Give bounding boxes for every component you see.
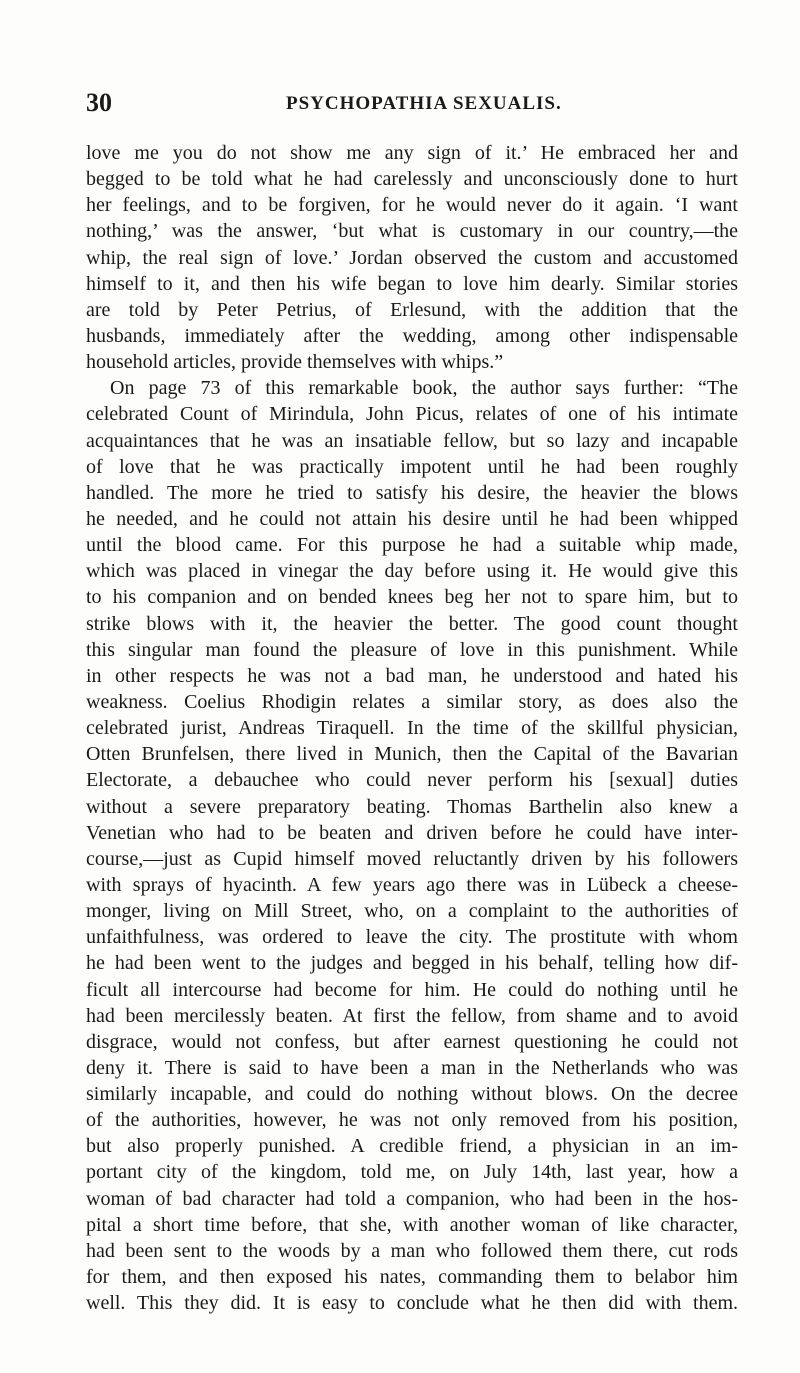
text-line: of love that he was practically impotent until he had been roughly <box>86 455 738 478</box>
text-line: with sprays of hyacinth. A few years ago there was in Lübeck a cheese- <box>86 873 738 896</box>
text-line: strike blows with it, the heavier the better. The good count thought <box>86 612 738 635</box>
running-title: PSYCHOPATHIA SEXUALIS. <box>286 93 562 114</box>
text-line: her feelings, and to be forgiven, for he would never do it again. ‘I want <box>86 194 738 217</box>
text-line: had been sent to the woods by a man who followed them there, cut rods <box>86 1239 738 1262</box>
text-line: nothing,’ was the answer, ‘but what is customary in our country,—the <box>86 220 738 243</box>
text-line: but also properly punished. A credible friend, a physician in an im- <box>86 1135 738 1158</box>
text-line: woman of bad character had told a companion, who had been in the hos- <box>86 1187 738 1210</box>
text-line: similarly incapable, and could do nothing without blows. On the decree <box>86 1083 738 1106</box>
text-line: until the blood came. For this purpose he had a suitable whip made, <box>86 534 738 557</box>
text-line: to his companion and on bended knees beg her not to spare him, but to <box>86 586 738 609</box>
text-line: On page 73 of this remarkable book, the author says further: “The <box>110 377 738 400</box>
text-line: Venetian who had to be beaten and driven before he could have inter- <box>86 821 738 844</box>
text-line: Electorate, a debauchee who could never perform his [sexual] duties <box>86 769 738 792</box>
text-line: without a severe preparatory beating. Thomas Barthelin also knew a <box>86 795 738 818</box>
text-line: household articles, provide themselves with whips.” <box>86 351 504 374</box>
text-line: unfaithfulness, was ordered to leave the city. The prostitute with whom <box>86 926 738 949</box>
text-line: celebrated jurist, Andreas Tiraquell. In the time of the skillful physician, <box>86 717 738 740</box>
text-line: handled. The more he tried to satisfy his desire, the heavier the blows <box>86 481 738 504</box>
text-line: pital a short time before, that she, with another woman of like character, <box>86 1213 738 1236</box>
text-line: in other respects he was not a bad man, he understood and hated his <box>86 664 738 687</box>
text-line: husbands, immediately after the wedding, among other indispensable <box>86 324 738 347</box>
text-line: for them, and then exposed his nates, commanding them to belabor him <box>86 1266 738 1289</box>
text-line: acquaintances that he was an insatiable fellow, but so lazy and incapable <box>86 429 738 452</box>
text-line: of the authorities, however, he was not only removed from his position, <box>86 1109 738 1132</box>
text-line: monger, living on Mill Street, who, on a complaint to the authorities of <box>86 900 738 923</box>
page-header <box>86 88 738 118</box>
text-line: celebrated Count of Mirindula, John Picus, relates of one of his intimate <box>86 403 738 426</box>
text-line: he needed, and he could not attain his desire until he had been whipped <box>86 507 738 530</box>
text-line: himself to it, and then his wife began to love him dearly. Similar stories <box>86 272 738 295</box>
text-line: whip, the real sign of love.’ Jordan observed the custom and accustomed <box>86 246 738 269</box>
text-line: disgrace, would not confess, but after earnest questioning he could not <box>86 1030 738 1053</box>
text-line: had been mercilessly beaten. At first the fellow, from shame and to avoid <box>86 1004 738 1027</box>
text-line: deny it. There is said to have been a man in the Netherlands who was <box>86 1056 738 1079</box>
text-line: ficult all intercourse had become for him. He could do nothing until he <box>86 978 738 1001</box>
text-line: he had been went to the judges and begged in his behalf, telling how dif- <box>86 952 738 975</box>
text-line: course,—just as Cupid himself moved reluctantly driven by his followers <box>86 847 738 870</box>
text-line: this singular man found the pleasure of love in this punishment. While <box>86 638 738 661</box>
text-line: love me you do not show me any sign of it.’ He embraced her and <box>86 142 738 164</box>
page-number: 30 <box>86 88 112 117</box>
text-line: well. This they did. It is easy to conclude what he then did with them. <box>86 1292 738 1315</box>
text-line: are told by Peter Petrius, of Erlesund, with the addition that the <box>86 298 738 321</box>
text-line: begged to be told what he had carelessly and unconsciously done to hurt <box>86 168 738 191</box>
text-line: which was placed in vinegar the day before using it. He would give this <box>86 560 738 583</box>
body-text <box>86 140 738 1316</box>
text-line: weakness. Coelius Rhodigin relates a similar story, as does also the <box>86 690 738 713</box>
text-line: Otten Brunfelsen, there lived in Munich, then the Capital of the Bavarian <box>86 743 738 766</box>
text-line: portant city of the kingdom, told me, on July 14th, last year, how a <box>86 1161 738 1184</box>
